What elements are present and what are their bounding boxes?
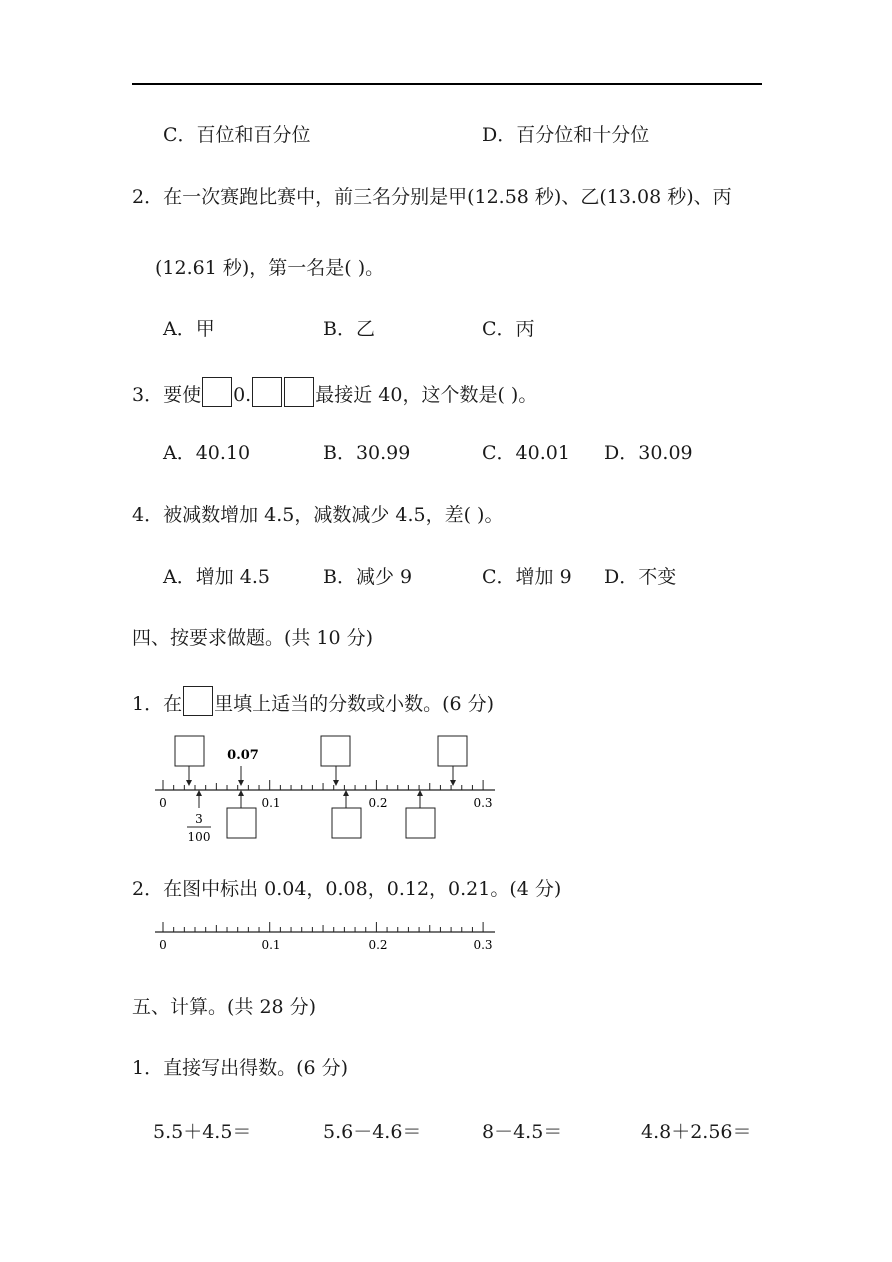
svg-text:0: 0	[159, 796, 167, 810]
q2-option-a[interactable]: A．甲	[163, 318, 215, 340]
answer-box[interactable]	[202, 377, 232, 407]
question-4: 4．被减数增加 4.5，减数减少 4.5，差( )。	[132, 504, 504, 526]
label-0	[159, 938, 167, 952]
arrowhead-up-5	[343, 790, 349, 796]
label-0.1	[261, 796, 280, 810]
svg-text:0.2: 0.2	[368, 938, 388, 952]
q4-option-d[interactable]: D．不变	[604, 566, 677, 588]
top-rule	[132, 83, 762, 85]
fraction-denominator: 100	[187, 830, 211, 844]
q4-option-b[interactable]: B．减少 9	[323, 566, 413, 588]
q4-option-c[interactable]: C．增加 9	[482, 566, 572, 588]
label-0.2	[368, 938, 387, 952]
answer-box-top-1[interactable]	[175, 736, 204, 766]
q3-option-c[interactable]: C．40.01	[482, 442, 570, 464]
s4q1-prefix: 1．在	[132, 693, 183, 715]
answer-box-top-3[interactable]	[438, 736, 467, 766]
question-3-suffix: 最接近 40，这个数是( )。	[315, 384, 538, 406]
q3-option-a[interactable]: A．40.10	[163, 442, 251, 464]
answer-box[interactable]	[284, 377, 314, 407]
arrowhead-1	[186, 780, 192, 786]
question-3	[132, 377, 537, 407]
section-4-question-2: 2．在图中标出 0.04，0.08，0.12，0.21。(4 分)	[132, 878, 562, 900]
given-0.07: 0.07	[227, 748, 259, 763]
expression-4: 4.8＋2.56＝	[641, 1121, 752, 1143]
label-0.2	[368, 796, 387, 810]
svg-text:0.3: 0.3	[473, 796, 493, 810]
q4-option-a[interactable]: A．增加 4.5	[163, 566, 270, 588]
q3-option-b[interactable]: B．30.99	[323, 442, 411, 464]
answer-box-bottom-2[interactable]	[332, 808, 361, 838]
number-line-figure-1	[155, 730, 505, 850]
question-3-middle: 0.	[233, 384, 252, 406]
number-line-2	[155, 922, 495, 932]
arrowhead-up-fraction	[196, 790, 202, 796]
number-line-figure-2[interactable]	[155, 918, 505, 958]
section-4-question-1	[132, 686, 494, 716]
option-d[interactable]: D．百分位和十分位	[482, 124, 650, 146]
section-5-title: 五、计算。(共 28 分)	[132, 996, 317, 1018]
section-5-question-1: 1．直接写出得数。(6 分)	[132, 1057, 349, 1079]
answer-box-top-2[interactable]	[321, 736, 350, 766]
expression-1: 5.5＋4.5＝	[153, 1121, 252, 1143]
svg-text:0.1: 0.1	[261, 796, 281, 810]
q2-option-b[interactable]: B．乙	[323, 318, 375, 340]
svg-text:0.1: 0.1	[261, 938, 281, 952]
answer-box-legend	[183, 686, 213, 716]
fraction-numerator: 3	[195, 812, 203, 826]
arrowhead-up-6	[417, 790, 423, 796]
label-0.3	[473, 938, 492, 952]
q2-option-c[interactable]: C．丙	[482, 318, 535, 340]
label-0	[159, 796, 167, 810]
answer-box-bottom-1[interactable]	[227, 808, 256, 838]
label-0.1	[261, 938, 280, 952]
expression-3: 8－4.5＝	[482, 1121, 563, 1143]
answer-box[interactable]	[252, 377, 282, 407]
option-c[interactable]: C．百位和百分位	[163, 124, 311, 146]
q3-option-d[interactable]: D．30.09	[604, 442, 693, 464]
expression-2: 5.6－4.6＝	[323, 1121, 422, 1143]
svg-text:0.2: 0.2	[368, 796, 388, 810]
label-0.3	[473, 796, 492, 810]
svg-text:0: 0	[159, 938, 167, 952]
s4q1-suffix: 里填上适当的分数或小数。(6 分)	[214, 693, 495, 715]
arrowhead-up-4	[238, 790, 244, 796]
number-line-1	[155, 780, 495, 790]
arrowhead-0.07	[238, 780, 244, 786]
question-2-line-1: 2．在一次赛跑比赛中，前三名分别是甲(12.58 秒)、乙(13.08 秒)、丙	[132, 186, 732, 208]
svg-text:0.3: 0.3	[473, 938, 493, 952]
question-3-prefix: 3．要使	[132, 384, 202, 406]
answer-box-bottom-3[interactable]	[406, 808, 435, 838]
question-2-line-2: (12.61 秒)，第一名是( )。	[155, 257, 385, 279]
section-4-title: 四、按要求做题。(共 10 分)	[132, 627, 374, 649]
